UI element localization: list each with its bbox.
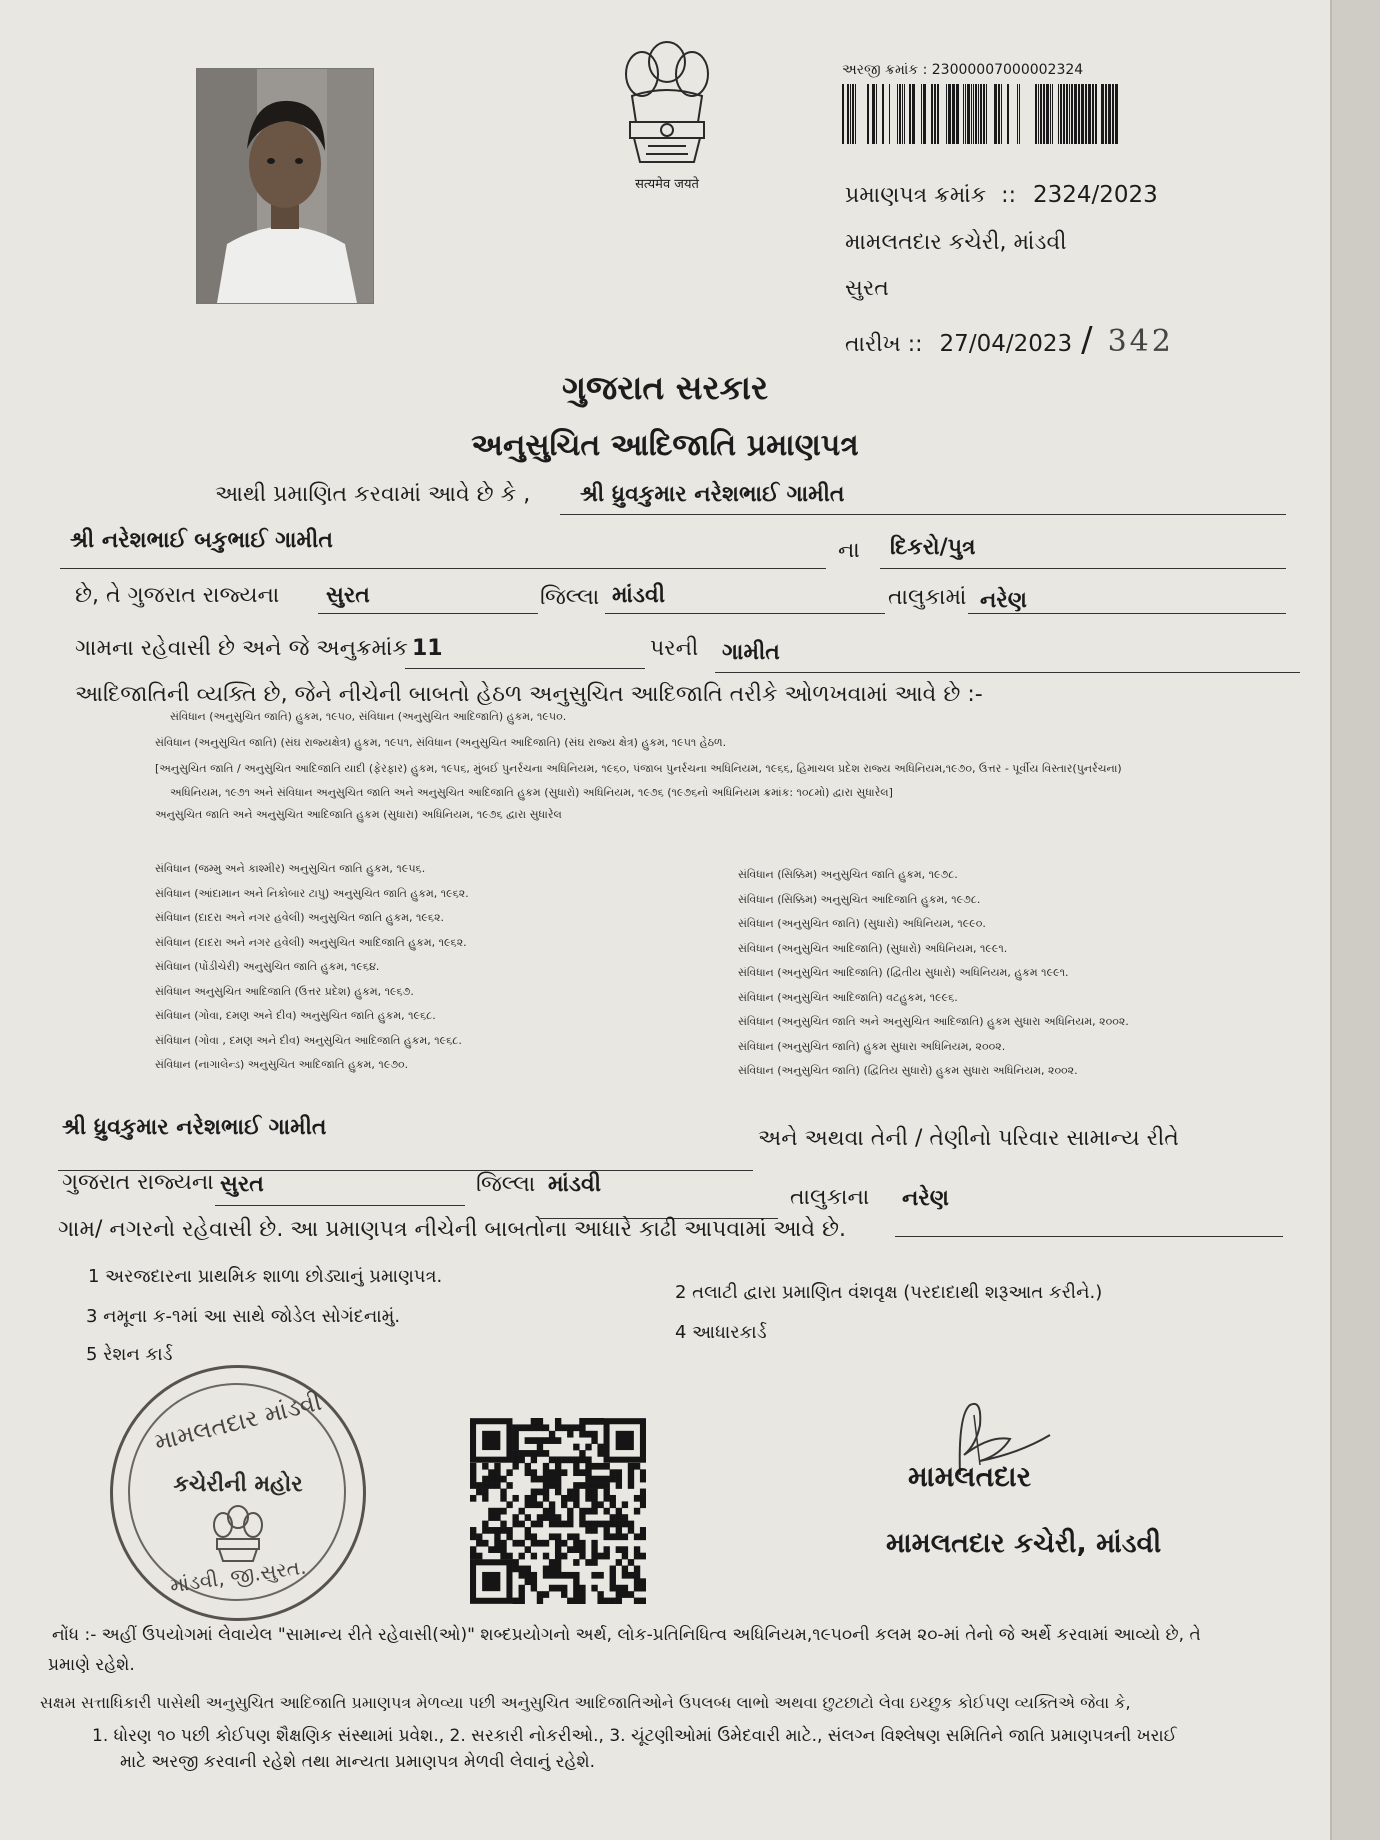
father-name: શ્રી નરેશભાઈ બકુભાઈ ગામીત [70, 528, 333, 553]
document-item: 2 તલાટી દ્વારા પ્રમાણિત વંશવૃક્ષ (પરદાદાથી શરૂઆત કરીને.) [675, 1282, 1103, 1303]
district-label: જિલ્લા [540, 585, 600, 610]
state-text: છે, તે ગુજરાત રાજ્યના [75, 583, 280, 608]
order-right-item: સંવિધાન (અનુસુચિત જાતિ) (દ્વિતિય સુધારો) હુકમ સુધારા અધિનિયમ, ૨૦૦૨. [738, 1064, 1078, 1077]
order-right-item: સંવિધાન (અનુસુચિત જાતિ અને અનુસુચિત આદિજાતિ) હુકમ સુધારા અધિનિયમ, ૨૦૦૨. [738, 1015, 1129, 1028]
date-value: 27/04/2023 [939, 331, 1073, 357]
order-left-item: સંવિધાન (દાદરા અને નગર હવેલી) અનુસુચિત આદિજાતિ હુકમ, ૧૯૬૨. [155, 935, 467, 949]
applicant-photo [196, 68, 374, 304]
order-left-item: સંવિધાન (પોંડીચેરી) અનુસુચિત જાતિ હુકમ, ૧૯૬૪. [155, 960, 380, 973]
residence-taluka-value: માંડવી [548, 1172, 601, 1197]
seal-bottom-text: માંડવી, જી.સુરત. [168, 1554, 308, 1598]
orders-right-column [738, 868, 1129, 1089]
taluka-label: તાલુકામાં [888, 585, 967, 610]
certificate-title: અનુસુચિત આદિજાતિ પ્રમાણપત્ર [471, 428, 859, 463]
header-district: સુરત [845, 276, 889, 301]
note-line: નોંધ :- અહીં ઉપયોગમાં લેવાયેલ "સામાન્ય રીતે રહેવાસી(ઓ)" શબ્દપ્રયોગનો અર્થ, લોક-પ્રતિનિધિત્વ અધિનિયમ,૧૯૫૦ની કલમ ૨૦-માં તેનો જે અર્થે કરવામાં આવ્યો છે, તે [52, 1625, 1201, 1645]
order-line: સંવિધાન (અનુસુચિત જાતિ) (સંઘ રાજ્યક્ષેત્ર) હુકમ, ૧૯૫૧, સંવિધાન (અનુસુચિત આદિજાતિ) (સંઘ રાજ્ય ક્ષેત્ર) હુકમ, ૧૯૫૧ હેઠળ. [155, 736, 727, 749]
document-item: 1 અરજદારના પ્રાથમિક શાળા છોડ્યાનું પ્રમાણપત્ર. [88, 1266, 443, 1287]
order-right-item: સંવિધાન (અનુસુચિત આદિજાતિ) વટહુકમ, ૧૯૯૬. [738, 990, 958, 1004]
document-item: 3 નમૂના ક-૧માં આ સાથે જોડેલ સોગંદનામું. [86, 1306, 401, 1327]
government-title: ગુજરાત સરકાર [561, 368, 769, 407]
order-right-item: સંવિધાન (અનુસુચિત આદિજાતિ) (દ્વિતીય સુધારો) અધિનિયમ, હુકમ ૧૯૯૧. [738, 966, 1069, 979]
basis-text: ગામ/ નગરનો રહેવાસી છે. આ પ્રમાણપત્ર નીચેની બાબતોના આધારે કાઢી આપવામાં આવે છે. [58, 1217, 847, 1242]
cert-no-sep: :: [1001, 183, 1016, 208]
order-line: અનુસુચિત જાતિ અને અનુસુચિત આદિજાતિ હુકમ (સુધારા) અધિનિયમ, ૧૯૭૬ દ્વારા સુધારેલ [155, 808, 562, 821]
designation: મામલતદાર [908, 1460, 1032, 1493]
order-left-item: સંવિધાન (નાગાલેન્ડ) અનુસુચિત આદિજાતિ હુકમ, ૧૯૭૦. [155, 1058, 409, 1071]
date-label: તારીખ :: [845, 332, 923, 357]
order-right-item: સંવિધાન (અનુસુચિત આદિજાતિ) (સુધારો) અધિનિયમ, ૧૯૯૧. [738, 941, 1008, 955]
note-line: પ્રમાણે રહેશે. [48, 1655, 135, 1675]
qr-code [470, 1418, 646, 1604]
family-text: અને અથવા તેની / તેણીનો પરિવાર સામાન્ય રીતે [758, 1126, 1179, 1151]
certify-text: આથી પ્રમાણિત કરવામાં આવે છે કે , [215, 482, 531, 507]
applicant-name: શ્રી ધ્રુવકુમાર નરેશભાઈ ગામીત [580, 482, 845, 507]
cert-no-value: 2324/2023 [1033, 182, 1158, 208]
office-seal [110, 1365, 366, 1621]
order-line: સંવિધાન (અનુસુચિત જાતિ) હુકમ, ૧૯૫૦, સંવિધાન (અનુસુચિત આદિજાતિ) હુકમ, ૧૯૫૦. [170, 710, 567, 723]
seal-top-text: મામલતદાર માંડવી [151, 1387, 325, 1457]
serial-value: 11 [412, 636, 443, 661]
order-left-item: સંવિધાન (ગોવા, દમણ અને દીવ) અનુસુચિત જાતિ હુકમ, ૧૯૬૮. [155, 1009, 436, 1022]
residence-taluka-label: તાલુકાના [790, 1185, 870, 1210]
residence-state-text: ગુજરાત રાજ્યના [62, 1170, 214, 1195]
note-line: માટે અરજી કરવાની રહેશે તથા માન્યતા પ્રમાણપત્ર મેળવી લેવાનું રહેશે. [120, 1752, 596, 1772]
qr-code-icon [470, 1418, 646, 1604]
order-left-item: સંવિધાન (ગોવા , દમણ અને દીવ) અનુસુચિત આદિજાતિ હુકમ, ૧૯૬૮. [155, 1033, 462, 1047]
order-line: [અનુસુચિત જાતિ / અનુસુચિત આદિજાતિ યાદી (ફેરફાર) હુકમ, ૧૯૫૬, મુંબઈ પુનર્રચના અધિનિયમ, ૧૯૬૦, પંજાબ પુનર્રચના અધિનિયમ, ૧૯૬૬, હિમાચલ પ્રદેશ રાજ્ય અધિનિયમ,૧૯૭૦, ઉત્તર - પૂર્વીય વિસ્તાર(પુનર્રચના) [155, 762, 1122, 775]
residence-district-label: જિલ્લા [476, 1172, 536, 1197]
tribe-value: ગામીત [722, 640, 780, 665]
order-left-item: સંવિધાન (આંદામાન અને નિકોબાર ટાપુ) અનુસુચિત જાતિ હુકમ, ૧૯૬૨. [155, 886, 469, 900]
order-line: અધિનિયમ, ૧૯૭૧ અને સંવિધાન અનુસુચિત જાતિ અને અનુસુચિત આદિજાતિ હુકમ (સુધારો) અધિનિયમ, ૧૯૭૬ (૧૯૭૬નો અધિનિયમ ક્રમાંક: ૧૦૮મો) દ્વારા સુધારેલ] [170, 786, 893, 799]
barcode-icon [842, 84, 1122, 144]
relation: દિકરો/પુત્ર [890, 535, 976, 560]
orders-left-column [155, 862, 469, 1083]
upon-text: પરની [650, 636, 699, 661]
handwritten-number: 342 [1107, 324, 1174, 359]
signatory-office: મામલતદાર કચેરી, માંડવી [886, 1528, 1162, 1559]
office-name: મામલતદાર કચેરી, માંડવી [845, 230, 1067, 255]
order-left-item: સંવિધાન (જમ્મુ અને કાશ્મીર) અનુસુચિત જાતિ હુકમ, ૧૯૫૬. [155, 862, 426, 875]
note-line: 1. ધોરણ ૧૦ પછી કોઈપણ શૈક્ષણિક સંસ્થામાં પ્રવેશ., 2. સરકારી નોકરીઓ., 3. ચૂંટણીઓમાં ઉમેદવારી માટે., સંલગ્ન વિશ્લેષણ સમિતિને જાતિ પ્રમાણપત્રની ખરાઈ [92, 1726, 1177, 1746]
residence-village-value: નરેણ [902, 1186, 949, 1211]
order-left-item: સંવિધાન (દાદરા અને નગર હવેલી) અનુસુચિત જાતિ હુકમ, ૧૯૬૨. [155, 911, 445, 924]
person-photo-icon [197, 69, 373, 303]
residence-district-value: સુરત [220, 1172, 264, 1197]
date-row: તારીખ :: 27/04/2023 / 342 [845, 320, 1174, 360]
order-right-item: સંવિધાન (અનુસુચિત જાતિ) હુકમ સુધારા અધિનિયમ, ૨૦૦૨. [738, 1039, 1006, 1053]
seal-emblem-icon [203, 1503, 273, 1563]
note-line: સક્ષમ સત્તાધિકારી પાસેથી અનુસુચિત આદિજાતિ પ્રમાણપત્ર મેળવ્યા પછી અનુસુચિત આદિજાતિઓને ઉપલબ્ધ લાભો અથવા છુટછાટો લેવા ઇચ્છુક કોઈપણ વ્યક્તિએ જેવા કે, [40, 1693, 1131, 1712]
cert-no-label: પ્રમાણપત્ર ક્રમાંક [845, 183, 987, 208]
lion-capital-emblem-icon [612, 34, 722, 174]
order-right-item: સંવિધાન (સિક્કિમ) અનુસુચિત જાતિ હુકમ, ૧૯૭૮. [738, 868, 958, 881]
village-value: નરેણ [980, 588, 1027, 613]
national-emblem [612, 34, 722, 194]
residence-name: શ્રી ધ્રુવકુમાર નરેશભાઈ ગામીત [62, 1115, 327, 1140]
barcode [842, 84, 1122, 144]
district-value: સુરત [326, 583, 370, 608]
order-left-item: સંવિધાન અનુસુચિત આદિજાતિ (ઉત્તર પ્રદેશ) હુકમ, ૧૯૬૭. [155, 984, 414, 998]
application-number: અરજી ક્રમાંક : 23000007000002324 [842, 62, 1084, 78]
document-item: 5 રેશન કાર્ડ [86, 1344, 173, 1365]
document-item: 4 આધારકાર્ડ [675, 1322, 767, 1343]
emblem-motto: सत्यमेव जयते [635, 177, 699, 192]
of-text: ના [838, 538, 860, 563]
cert-no-row [845, 182, 1158, 208]
taluka-value: માંડવી [612, 583, 665, 608]
resident-text: ગામના રહેવાસી છે અને જે અનુક્રમાંક [75, 636, 408, 661]
tribe-sentence: આદિજાતિની વ્યક્તિ છે, જેને નીચેની બાબતો હેઠળ અનુસુચિત આદિજાતિ તરીકે ઓળખવામાં આવે છે :- [75, 682, 983, 707]
order-right-item: સંવિધાન (સિક્કિમ) અનુસુચિત આદિજાતિ હુકમ, ૧૯૭૮. [738, 892, 981, 906]
seal-center-text: કચેરીની મહોર [173, 1472, 303, 1497]
order-right-item: સંવિધાન (અનુસુચિત જાતિ) (સુધારો) અધિનિયમ, ૧૯૯૦. [738, 917, 986, 930]
